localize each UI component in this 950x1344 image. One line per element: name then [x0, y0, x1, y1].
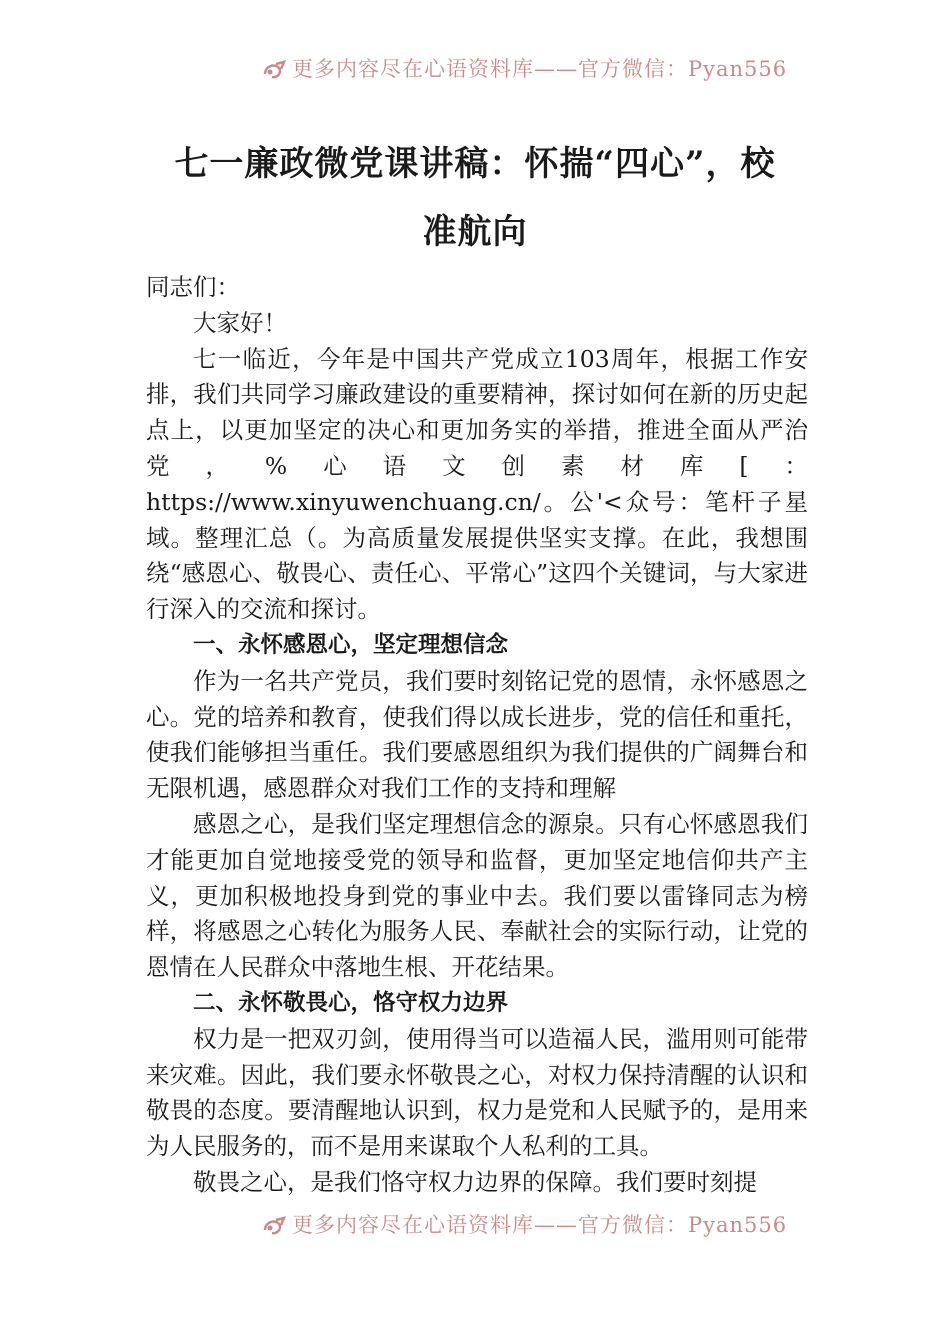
- section-heading: 一、永怀感恩心，坚定理想信念: [193, 631, 509, 658]
- document-body: [146, 270, 808, 1201]
- footer-watermark: [0, 1208, 950, 1242]
- paragraph: 大家好！: [193, 308, 287, 337]
- document-title-line-1: 七一廉政微党课讲稿：怀揣“四心”，校: [174, 144, 776, 184]
- paragraph: 感恩之心，是我们坚定理想信念的源泉。只有心怀感恩我们才能更加自觉地接受党的领导和监督，更加坚定地信仰共产主义，更加积极地投身到党的事业中去。我们要以雷锋同志为榜样，将感恩之心转化为服务人民、奉献社会的实际行动，让党的恩情在人民群众中落地生根、开花结果。: [146, 809, 808, 982]
- paragraph: 七一临近，今年是中国共产党成立103周年，根据工作安排，我们共同学习廉政建设的重要精神，探讨如何在新的历史起点上，以更加坚定的决心和更加务实的举措，推进全面从严治党，%心语文创素材库[：https://www.xinyuwenchuang.cn/。公'<众号：笔杆子星域。整理汇总（。为高质量发展提供坚实支撑。在此，我想围绕“感恩心、敬畏心、责任心、平常心”这四个关键词，与大家进行深入的交流和探讨。: [146, 344, 808, 624]
- section-heading: 二、永怀敬畏心，恪守权力边界: [193, 989, 509, 1016]
- paragraph: 作为一名共产党员，我们要时刻铭记党的恩情，永怀感恩之心。党的培养和教育，使我们得以成长进步，党的信任和重托，使我们能够担当重任。我们要感恩组织为我们提供的广阔舞台和无限机遇，感恩群众对我们工作的支持和理解: [146, 666, 808, 803]
- brand-logo-icon: [262, 1216, 288, 1238]
- watermark-text: 更多内容尽在心语资料库——官方微信：Pyan556: [292, 57, 788, 81]
- watermark-text: 更多内容尽在心语资料库——官方微信：Pyan556: [292, 1213, 788, 1237]
- greeting: 同志们：: [146, 273, 240, 301]
- header-watermark: [0, 52, 950, 86]
- paragraph: 权力是一把双刃剑，使用得当可以造福人民，滥用则可能带来灾难。因此，我们要永怀敬畏之心，对权力保持清醒的认识和敬畏的态度。要清醒地认识到，权力是党和人民赋予的，是用来为人民服务的，而不是用来谋取个人私利的工具。: [146, 1024, 808, 1161]
- brand-logo-icon: [262, 60, 288, 82]
- document-title-line-2: 准航向: [422, 212, 528, 252]
- paragraph: 敬畏之心，是我们恪守权力边界的保障。我们要时刻提: [193, 1167, 757, 1196]
